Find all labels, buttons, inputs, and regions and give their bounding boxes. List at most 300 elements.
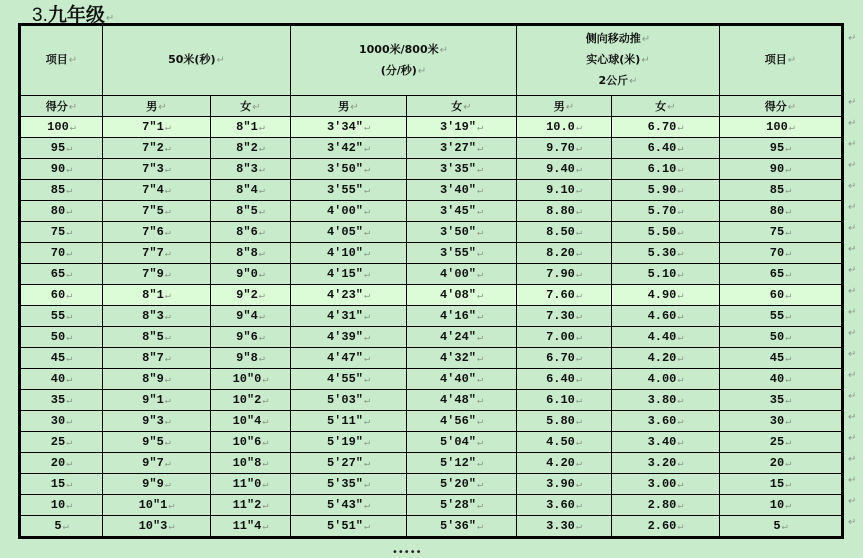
cell-run-male: 4′05″↵ [291, 222, 407, 243]
cell-run-male: 3′34″↵ [291, 117, 407, 138]
header-run-male: 男↵ [291, 96, 407, 117]
cell-ball-male: 6.40↵ [517, 369, 612, 390]
cell-score-right: 25↵ [720, 432, 843, 453]
table-row [20, 453, 843, 474]
paragraph-mark-icon: ↵ [476, 333, 484, 344]
cell-score-right: 5↵ [720, 516, 843, 538]
cell-ball-female: 2.80↵ [612, 495, 720, 516]
paragraph-mark-icon: ↵ [258, 312, 265, 323]
cell-ball-female: 4.40↵ [612, 327, 720, 348]
cell-50m-female: 8″6↵ [211, 222, 291, 243]
cell-run-male: 5′27″↵ [291, 453, 407, 474]
paragraph-mark-icon: ↵ [262, 375, 269, 386]
cell-score-right: 35↵ [720, 390, 843, 411]
paragraph-mark-icon: ↵ [848, 265, 857, 276]
paragraph-mark-icon: ↵ [66, 480, 73, 491]
header-1000m-800m: 1000米/800米↵ (分/秒)↵ [291, 25, 517, 96]
cell-run-female: 4′40″↵ [407, 369, 517, 390]
cell-ball-female: 5.70↵ [612, 201, 720, 222]
cell-run-female: 5′36″↵ [407, 516, 517, 538]
paragraph-mark-icon: ↵ [66, 501, 73, 512]
table-row [20, 348, 843, 369]
cell-50m-female: 8″4↵ [211, 180, 291, 201]
cell-50m-male: 7″9↵ [103, 264, 211, 285]
paragraph-mark-icon: ↵ [363, 186, 371, 197]
cell-ball-female: 3.20↵ [612, 453, 720, 474]
cell-run-male: 5′43″↵ [291, 495, 407, 516]
cell-50m-male: 8″7↵ [103, 348, 211, 369]
cell-score-left: 5↵ [20, 516, 103, 538]
cell-score-right: 20↵ [720, 453, 843, 474]
header-score-right: 得分↵ [720, 96, 843, 117]
paragraph-mark-icon: ↵ [785, 144, 792, 155]
cell-run-female: 3′45″↵ [407, 201, 517, 222]
header-50m-male: 男↵ [103, 96, 211, 117]
cell-run-male: 4′47″↵ [291, 348, 407, 369]
cell-ball-female: 2.60↵ [612, 516, 720, 538]
paragraph-mark-icon: ↵ [363, 144, 371, 155]
paragraph-mark-icon: ↵ [168, 522, 175, 533]
cell-score-left: 75↵ [20, 222, 103, 243]
paragraph-mark-icon: ↵ [848, 370, 857, 381]
cell-ball-female: 3.60↵ [612, 411, 720, 432]
paragraph-mark-icon: ↵ [258, 291, 265, 302]
cell-run-male: 4′15″↵ [291, 264, 407, 285]
paragraph-mark-icon: ↵ [164, 123, 171, 134]
cell-ball-female: 4.20↵ [612, 348, 720, 369]
cell-run-female: 5′28″↵ [407, 495, 517, 516]
cell-score-right: 80↵ [720, 201, 843, 222]
paragraph-mark-icon: ↵ [476, 501, 484, 512]
cell-score-right: 90↵ [720, 159, 843, 180]
paragraph-mark-icon: ↵ [164, 207, 171, 218]
cell-run-male: 4′00″↵ [291, 201, 407, 222]
cell-50m-male: 7″2↵ [103, 138, 211, 159]
cell-score-right: 10↵ [720, 495, 843, 516]
cell-ball-male: 7.60↵ [517, 285, 612, 306]
cell-run-male: 5′03″↵ [291, 390, 407, 411]
cell-50m-female: 8″2↵ [211, 138, 291, 159]
paragraph-mark-icon: ↵ [476, 459, 484, 470]
paragraph-mark-icon: ↵ [848, 496, 857, 507]
cell-run-female: 3′19″↵ [407, 117, 517, 138]
cell-ball-male: 8.80↵ [517, 201, 612, 222]
cell-ball-male: 9.40↵ [517, 159, 612, 180]
cell-50m-male: 8″1↵ [103, 285, 211, 306]
paragraph-mark-icon: ↵ [677, 354, 684, 365]
paragraph-mark-icon: ↵ [575, 459, 582, 470]
header-medicine-ball: 侧向移动推↵ 实心球(米)↵ 2公斤↵ [517, 25, 720, 96]
paragraph-mark-icon: ↵ [258, 228, 265, 239]
paragraph-mark-icon: ↵ [476, 522, 484, 533]
paragraph-mark-icon: ↵ [677, 333, 684, 344]
paragraph-mark-icon: ↵ [677, 522, 684, 533]
paragraph-mark-icon: ↵ [677, 144, 684, 155]
paragraph-mark-icon: ↵ [476, 354, 484, 365]
cell-ball-female: 4.90↵ [612, 285, 720, 306]
paragraph-mark-icon: ↵ [848, 412, 857, 423]
paragraph-mark-icon: ↵ [677, 249, 684, 260]
paragraph-mark-icon: ↵ [848, 286, 857, 297]
cell-50m-male: 7″4↵ [103, 180, 211, 201]
paragraph-mark-icon: ↵ [848, 433, 857, 444]
cell-50m-male: 7″5↵ [103, 201, 211, 222]
cell-run-female: 3′40″↵ [407, 180, 517, 201]
cell-50m-female: 9″0↵ [211, 264, 291, 285]
paragraph-mark-icon: ↵ [164, 480, 171, 491]
cell-ball-female: 6.10↵ [612, 159, 720, 180]
cell-ball-female: 5.90↵ [612, 180, 720, 201]
paragraph-mark-icon: ↵ [258, 354, 265, 365]
paragraph-mark-icon: ↵ [848, 475, 857, 486]
cell-score-right: 45↵ [720, 348, 843, 369]
paragraph-mark-icon: ↵ [575, 375, 582, 386]
cell-50m-female: 11″2↵ [211, 495, 291, 516]
cell-ball-male: 8.20↵ [517, 243, 612, 264]
cell-ball-female: 3.80↵ [612, 390, 720, 411]
paragraph-mark-icon: ↵ [258, 207, 265, 218]
paragraph-mark-icon: ↵ [677, 480, 684, 491]
cell-50m-male: 9″7↵ [103, 453, 211, 474]
cell-50m-male: 9″9↵ [103, 474, 211, 495]
paragraph-mark-icon: ↵ [66, 333, 73, 344]
cell-run-female: 4′24″↵ [407, 327, 517, 348]
paragraph-mark-icon: ↵ [476, 144, 484, 155]
paragraph-mark-icon: ↵ [262, 522, 269, 533]
cell-score-left: 95↵ [20, 138, 103, 159]
paragraph-mark-icon: ↵ [476, 291, 484, 302]
paragraph-mark-icon: ↵ [677, 459, 684, 470]
paragraph-mark-icon: ↵ [848, 118, 857, 129]
table-row [20, 201, 843, 222]
header-ball-male: 男↵ [517, 96, 612, 117]
paragraph-mark-icon: ↵ [164, 144, 171, 155]
paragraph-mark-icon: ↵ [575, 123, 582, 134]
paragraph-mark-icon: ↵ [66, 165, 73, 176]
paragraph-mark-icon: ↵ [848, 202, 857, 213]
paragraph-mark-icon: ↵ [788, 123, 795, 134]
paragraph-mark-icon: ↵ [62, 522, 69, 533]
paragraph-mark-icon: ↵ [476, 417, 484, 428]
cell-50m-male: 9″5↵ [103, 432, 211, 453]
paragraph-mark-icon: ↵ [575, 522, 582, 533]
header-run-female: 女↵ [407, 96, 517, 117]
paragraph-mark-icon: ↵ [363, 375, 371, 386]
paragraph-mark-icon: ↵ [848, 517, 857, 528]
cell-score-left: 55↵ [20, 306, 103, 327]
paragraph-mark-icon: ↵ [66, 228, 73, 239]
paragraph-mark-icon: ↵ [258, 270, 265, 281]
section-number: 3. [32, 5, 48, 26]
paragraph-mark-icon: ↵ [363, 123, 371, 134]
paragraph-mark-icon: ↵ [848, 181, 857, 192]
cell-ball-female: 5.50↵ [612, 222, 720, 243]
cell-score-left: 65↵ [20, 264, 103, 285]
paragraph-mark-icon: ↵ [476, 186, 484, 197]
paragraph-mark-icon: ↵ [66, 207, 73, 218]
table-row [20, 390, 843, 411]
header-50m: 50米(秒)↵ [103, 25, 291, 96]
paragraph-mark-icon: ↵ [575, 354, 582, 365]
table-row [20, 327, 843, 348]
cell-score-right: 60↵ [720, 285, 843, 306]
paragraph-mark-icon: ↵ [66, 417, 73, 428]
paragraph-mark-icon: ↵ [164, 165, 171, 176]
cell-50m-male: 8″9↵ [103, 369, 211, 390]
paragraph-mark-icon: ↵ [848, 391, 857, 402]
paragraph-mark-icon: ↵ [164, 354, 171, 365]
cell-run-female: 4′00″↵ [407, 264, 517, 285]
paragraph-mark-icon: ↵ [785, 480, 792, 491]
paragraph-mark-icon: ↵ [848, 307, 857, 318]
paragraph-mark-icon: ↵ [677, 123, 684, 134]
table-row [20, 264, 843, 285]
table-row [20, 138, 843, 159]
paragraph-mark-icon: ↵ [785, 333, 792, 344]
paragraph-mark-icon: ↵ [363, 207, 371, 218]
paragraph-mark-icon: ↵ [476, 249, 484, 260]
cell-ball-female: 3.00↵ [612, 474, 720, 495]
header-50m-female: 女↵ [211, 96, 291, 117]
paragraph-mark-icon: ↵ [363, 522, 371, 533]
paragraph-mark-icon: ↵ [363, 396, 371, 407]
cell-run-female: 5′12″↵ [407, 453, 517, 474]
cell-score-left: 45↵ [20, 348, 103, 369]
cell-50m-female: 11″0↵ [211, 474, 291, 495]
paragraph-mark-icon: ↵ [164, 459, 171, 470]
cell-50m-female: 9″8↵ [211, 348, 291, 369]
paragraph-mark-icon: ↵ [575, 291, 582, 302]
cell-ball-male: 5.80↵ [517, 411, 612, 432]
table-row [20, 243, 843, 264]
paragraph-mark-icon: ↵ [66, 144, 73, 155]
cell-run-male: 4′10″↵ [291, 243, 407, 264]
paragraph-mark-icon: ↵ [66, 438, 73, 449]
paragraph-mark-icon: ↵ [258, 123, 265, 134]
table-row [20, 516, 843, 538]
paragraph-mark-icon: ↵ [575, 249, 582, 260]
cell-ball-female: 6.40↵ [612, 138, 720, 159]
cell-run-male: 3′50″↵ [291, 159, 407, 180]
paragraph-mark-icon: ↵ [363, 480, 371, 491]
paragraph-mark-icon: ↵ [476, 228, 484, 239]
cell-run-female: 4′08″↵ [407, 285, 517, 306]
paragraph-mark-icon: ↵ [677, 207, 684, 218]
paragraph-mark-icon: ↵ [575, 480, 582, 491]
paragraph-mark-icon: ↵ [69, 123, 76, 134]
paragraph-mark-icon: ↵ [848, 139, 857, 150]
paragraph-mark-icon: ↵ [164, 417, 171, 428]
paragraph-mark-icon: ↵ [785, 270, 792, 281]
cell-run-male: 4′31″↵ [291, 306, 407, 327]
cell-50m-male: 10″1↵ [103, 495, 211, 516]
paragraph-mark-icon: ↵ [476, 270, 484, 281]
paragraph-mark-icon: ↵ [848, 160, 857, 171]
paragraph-mark-icon: ↵ [164, 270, 171, 281]
paragraph-mark-icon: ↵ [258, 249, 265, 260]
cell-50m-female: 10″6↵ [211, 432, 291, 453]
cell-score-right: 65↵ [720, 264, 843, 285]
cell-score-right: 40↵ [720, 369, 843, 390]
cell-run-female: 3′50″↵ [407, 222, 517, 243]
paragraph-mark-icon: ↵ [164, 438, 171, 449]
header-item-right: 项目↵ [720, 25, 843, 96]
cell-run-male: 4′55″↵ [291, 369, 407, 390]
cell-ball-male: 7.30↵ [517, 306, 612, 327]
cell-score-right: 85↵ [720, 180, 843, 201]
table-row [20, 222, 843, 243]
paragraph-mark-icon: ↵ [476, 438, 484, 449]
table-row [20, 306, 843, 327]
paragraph-mark-icon: ↵ [785, 459, 792, 470]
paragraph-mark-icon: ↵ [363, 270, 371, 281]
paragraph-mark-icon: ↵ [677, 501, 684, 512]
cell-50m-female: 8″5↵ [211, 201, 291, 222]
cell-50m-female: 10″0↵ [211, 369, 291, 390]
paragraph-mark-icon: ↵ [785, 501, 792, 512]
paragraph-mark-icon: ↵ [677, 165, 684, 176]
paragraph-mark-icon: ↵ [677, 186, 684, 197]
paragraph-mark-icon: ↵ [66, 249, 73, 260]
table-row [20, 285, 843, 306]
paragraph-mark-icon: ↵ [677, 228, 684, 239]
cell-score-left: 40↵ [20, 369, 103, 390]
paragraph-mark-icon: ↵ [848, 454, 857, 465]
paragraph-mark-icon: ↵ [575, 333, 582, 344]
paragraph-mark-icon: ↵ [785, 186, 792, 197]
table-row [20, 411, 843, 432]
cell-score-left: 90↵ [20, 159, 103, 180]
footer-fragment: ••••• [392, 547, 422, 558]
paragraph-mark-icon: ↵ [575, 207, 582, 218]
paragraph-mark-icon: ↵ [363, 249, 371, 260]
paragraph-mark-icon: ↵ [848, 33, 857, 44]
table-row [20, 495, 843, 516]
paragraph-mark-icon: ↵ [677, 291, 684, 302]
cell-run-female: 5′20″↵ [407, 474, 517, 495]
cell-ball-female: 6.70↵ [612, 117, 720, 138]
paragraph-mark-icon: ↵ [363, 354, 371, 365]
cell-run-female: 4′32″↵ [407, 348, 517, 369]
cell-ball-male: 3.60↵ [517, 495, 612, 516]
cell-score-left: 80↵ [20, 201, 103, 222]
paragraph-mark-icon: ↵ [164, 228, 171, 239]
cell-run-male: 3′42″↵ [291, 138, 407, 159]
paragraph-mark-icon: ↵ [363, 333, 371, 344]
paragraph-mark-icon: ↵ [476, 480, 484, 491]
cell-ball-male: 9.70↵ [517, 138, 612, 159]
cell-score-left: 70↵ [20, 243, 103, 264]
cell-score-left: 20↵ [20, 453, 103, 474]
header-score-left: 得分↵ [20, 96, 103, 117]
table-row [20, 117, 843, 138]
paragraph-mark-icon: ↵ [262, 417, 269, 428]
fitness-score-table [18, 23, 844, 539]
cell-50m-female: 10″8↵ [211, 453, 291, 474]
paragraph-mark-icon: ↵ [66, 354, 73, 365]
cell-ball-male: 4.20↵ [517, 453, 612, 474]
paragraph-mark-icon: ↵ [575, 396, 582, 407]
paragraph-mark-icon: ↵ [262, 459, 269, 470]
paragraph-mark-icon: ↵ [575, 312, 582, 323]
header-ball-female: 女↵ [612, 96, 720, 117]
paragraph-mark-icon: ↵ [785, 438, 792, 449]
paragraph-mark-icon: ↵ [781, 522, 788, 533]
paragraph-mark-icon: ↵ [476, 165, 484, 176]
paragraph-mark-icon: ↵ [476, 312, 484, 323]
paragraph-mark-icon: ↵ [785, 396, 792, 407]
cell-ball-female: 4.60↵ [612, 306, 720, 327]
paragraph-mark-icon: ↵ [575, 165, 582, 176]
paragraph-mark-icon: ↵ [363, 417, 371, 428]
cell-50m-female: 10″2↵ [211, 390, 291, 411]
header-row-gender [20, 96, 843, 117]
cell-50m-male: 9″3↵ [103, 411, 211, 432]
paragraph-mark-icon: ↵ [785, 312, 792, 323]
cell-50m-male: 10″3↵ [103, 516, 211, 538]
paragraph-mark-icon: ↵ [164, 186, 171, 197]
cell-score-right: 95↵ [720, 138, 843, 159]
paragraph-mark-icon: ↵ [785, 165, 792, 176]
cell-50m-female: 8″8↵ [211, 243, 291, 264]
paragraph-mark-icon: ↵ [66, 291, 73, 302]
paragraph-mark-icon: ↵ [575, 501, 582, 512]
cell-score-right: 50↵ [720, 327, 843, 348]
paragraph-mark-icon: ↵ [848, 97, 857, 108]
table-row [20, 369, 843, 390]
paragraph-mark-icon: ↵ [164, 333, 171, 344]
paragraph-mark-icon: ↵ [677, 417, 684, 428]
paragraph-mark-icon: ↵ [785, 354, 792, 365]
paragraph-mark-icon: ↵ [363, 312, 371, 323]
cell-50m-female: 8″1↵ [211, 117, 291, 138]
cell-run-female: 5′04″↵ [407, 432, 517, 453]
cell-run-male: 5′19″↵ [291, 432, 407, 453]
cell-score-left: 85↵ [20, 180, 103, 201]
cell-run-female: 4′16″↵ [407, 306, 517, 327]
cell-score-left: 15↵ [20, 474, 103, 495]
cell-score-right: 75↵ [720, 222, 843, 243]
cell-score-left: 60↵ [20, 285, 103, 306]
paragraph-mark-icon: ↵ [164, 312, 171, 323]
cell-50m-male: 9″1↵ [103, 390, 211, 411]
paragraph-mark-icon: ↵ [164, 396, 171, 407]
cell-ball-female: 3.40↵ [612, 432, 720, 453]
cell-50m-male: 8″5↵ [103, 327, 211, 348]
paragraph-mark-icon: ↵ [575, 186, 582, 197]
cell-ball-male: 3.90↵ [517, 474, 612, 495]
paragraph-mark-icon: ↵ [785, 417, 792, 428]
table-row [20, 432, 843, 453]
cell-50m-male: 7″1↵ [103, 117, 211, 138]
paragraph-mark-icon: ↵ [677, 270, 684, 281]
paragraph-mark-icon: ↵ [848, 223, 857, 234]
cell-score-left: 50↵ [20, 327, 103, 348]
cell-ball-male: 9.10↵ [517, 180, 612, 201]
cell-50m-female: 9″4↵ [211, 306, 291, 327]
paragraph-mark-icon: ↵ [575, 438, 582, 449]
cell-run-male: 5′35″↵ [291, 474, 407, 495]
paragraph-mark-icon: ↵ [363, 228, 371, 239]
table-row [20, 159, 843, 180]
paragraph-mark-icon: ↵ [164, 375, 171, 386]
paragraph-mark-icon: ↵ [785, 207, 792, 218]
cell-score-right: 100↵ [720, 117, 843, 138]
cell-ball-male: 4.50↵ [517, 432, 612, 453]
paragraph-mark-icon: ↵ [262, 480, 269, 491]
table-row [20, 474, 843, 495]
paragraph-mark-icon: ↵ [848, 349, 857, 360]
